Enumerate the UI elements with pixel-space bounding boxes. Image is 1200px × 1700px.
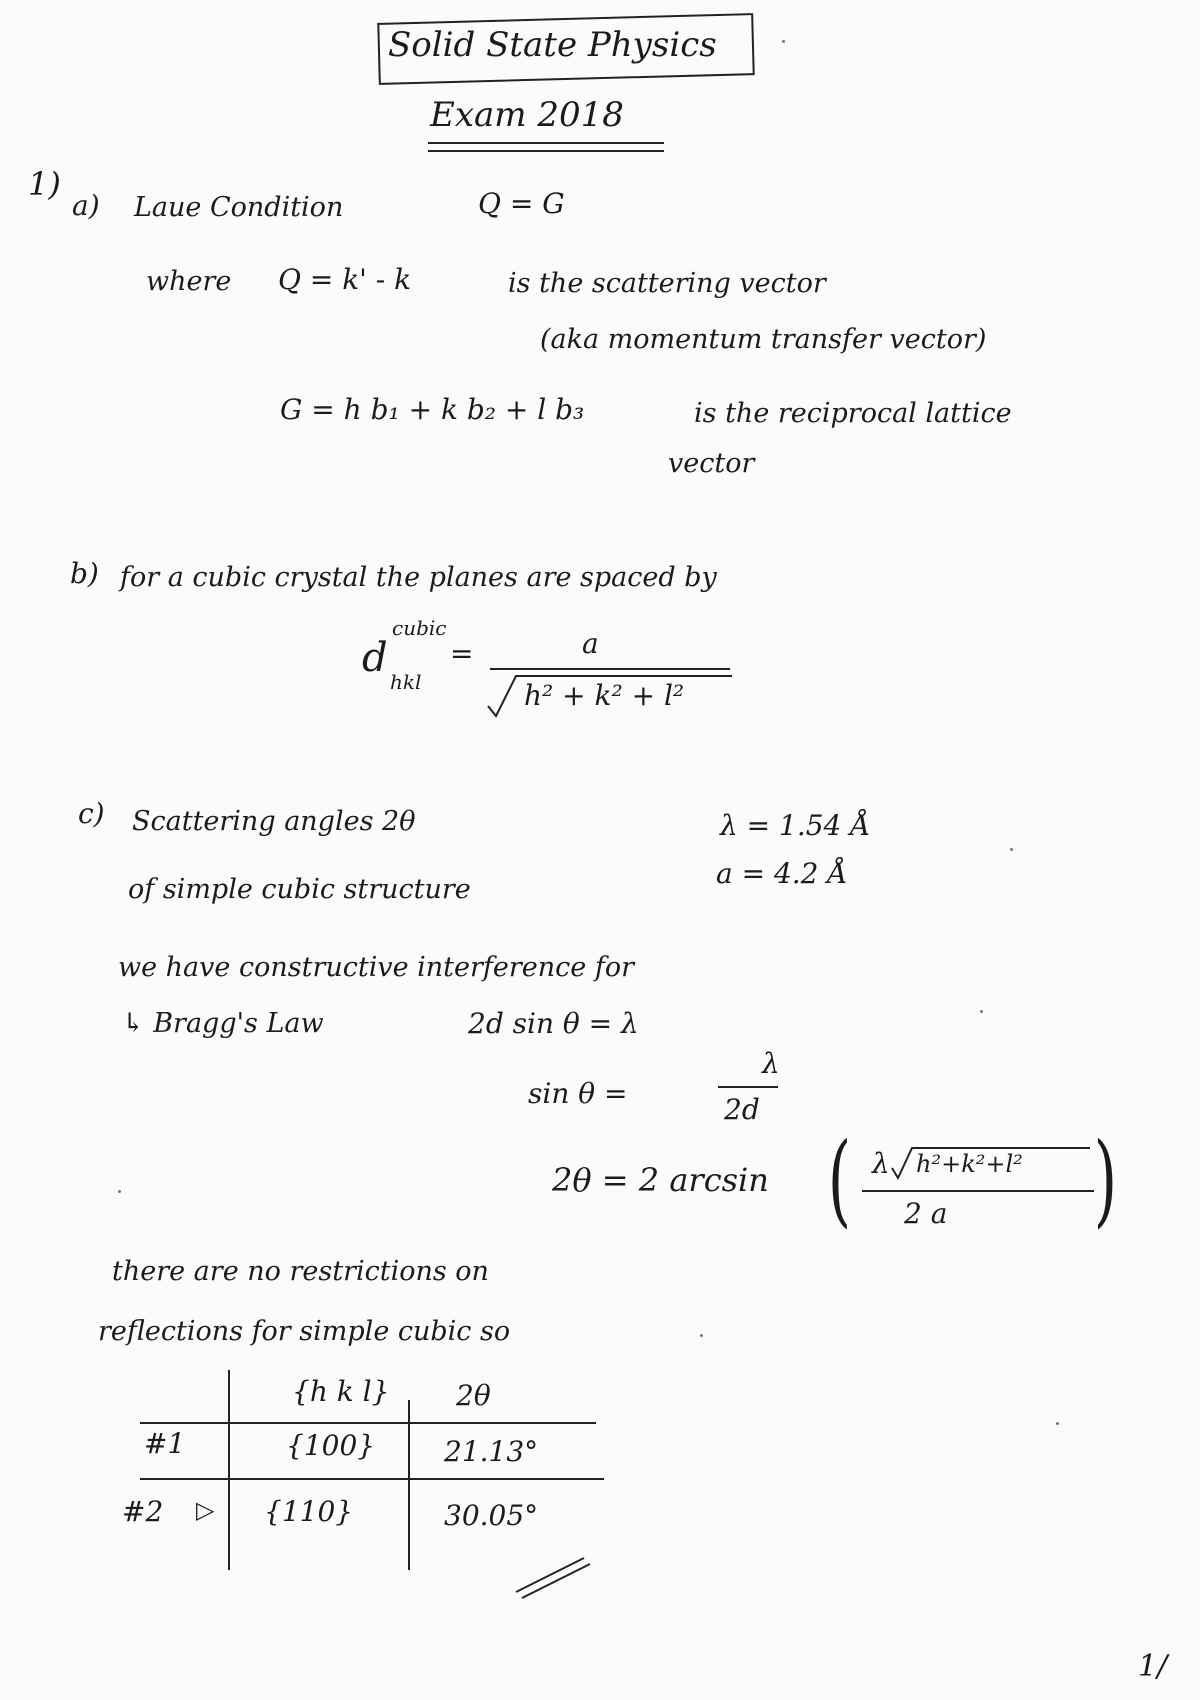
scan-speck bbox=[118, 1190, 121, 1193]
scan-speck bbox=[980, 1010, 983, 1013]
reciprocal-vector-equation: G = h b₁ + k b₂ + l b₃ bbox=[280, 393, 585, 426]
arcsin-denominator: 2 a bbox=[904, 1197, 948, 1230]
lambda-value: λ = 1.54 Å bbox=[720, 809, 871, 842]
scattering-vector-equation: Q = k' - k bbox=[278, 263, 412, 296]
d-superscript: cubic bbox=[392, 616, 447, 640]
laue-heading: Laue Condition bbox=[134, 192, 344, 223]
part-b-label: b) bbox=[70, 557, 99, 590]
spacing-fraction-line bbox=[490, 668, 730, 670]
no-restrictions-line: there are no restrictions on bbox=[112, 1256, 489, 1287]
sin-fraction-line bbox=[718, 1086, 778, 1088]
sin-theta-denominator: 2d bbox=[724, 1093, 760, 1126]
scan-speck bbox=[700, 1334, 703, 1337]
table-left-divider bbox=[228, 1370, 230, 1570]
constructive-interference-text: we have constructive interference for bbox=[118, 952, 635, 983]
where-word: where bbox=[146, 266, 232, 297]
table-header-hkl: {h k l} bbox=[292, 1375, 390, 1408]
table-row-1-hkl: {100} bbox=[286, 1429, 376, 1462]
momentum-transfer-note: (aka momentum transfer vector) bbox=[540, 324, 987, 355]
d-symbol: d bbox=[362, 635, 388, 681]
table-row-2-label: #2 bbox=[122, 1495, 164, 1528]
page-number: 1/ bbox=[1138, 1649, 1168, 1684]
table-row-1-angle: 21.13° bbox=[444, 1435, 539, 1468]
lattice-constant-value: a = 4.2 Å bbox=[716, 857, 848, 890]
page-subtitle: Exam 2018 bbox=[430, 95, 624, 135]
reciprocal-vector-description-cont: vector bbox=[668, 448, 755, 479]
scan-speck bbox=[782, 40, 785, 43]
two-theta-lhs: 2θ = 2 arcsin bbox=[552, 1161, 769, 1199]
reflections-line: reflections for simple cubic so bbox=[98, 1316, 511, 1347]
sin-theta-numerator: λ bbox=[762, 1047, 780, 1080]
table-row-1-label: #1 bbox=[144, 1427, 186, 1460]
laue-condition: Q = G bbox=[478, 187, 565, 220]
table-row-2-arrow: ▷ bbox=[196, 1496, 215, 1524]
table-row-rule bbox=[140, 1478, 604, 1480]
table-header-rule bbox=[140, 1422, 596, 1424]
equals-sign-b: = bbox=[450, 637, 474, 670]
cubic-spacing-text: for a cubic crystal the planes are spaced by bbox=[120, 562, 717, 593]
scattering-vector-description: is the scattering vector bbox=[508, 268, 826, 299]
sin-theta-lhs: sin θ = bbox=[528, 1077, 628, 1110]
subtitle-underline-2 bbox=[428, 150, 664, 152]
page-title: Solid State Physics bbox=[388, 25, 717, 65]
right-paren: ) bbox=[1093, 1121, 1118, 1238]
table-header-angle: 2θ bbox=[456, 1379, 491, 1412]
table-row-2-hkl: {110} bbox=[264, 1495, 354, 1528]
final-answer-mark bbox=[512, 1550, 592, 1600]
arcsin-lambda: λ bbox=[872, 1147, 890, 1180]
bragg-equation: 2d sin θ = λ bbox=[468, 1007, 639, 1040]
simple-cubic-line: of simple cubic structure bbox=[128, 874, 471, 905]
bragg-label: ↳ Bragg's Law bbox=[122, 1008, 324, 1039]
part-c-label: c) bbox=[78, 797, 105, 830]
table-row-2-angle: 30.05° bbox=[444, 1499, 539, 1532]
d-subscript: hkl bbox=[390, 670, 422, 694]
arcsin-fraction-line bbox=[862, 1190, 1094, 1192]
subtitle-underline-1 bbox=[428, 142, 664, 144]
question-number: 1) bbox=[28, 165, 61, 203]
left-paren: ( bbox=[827, 1121, 852, 1238]
reciprocal-vector-description: is the reciprocal lattice bbox=[694, 398, 1012, 429]
spacing-denominator: h² + k² + l² bbox=[524, 679, 685, 712]
scan-speck bbox=[1010, 848, 1013, 851]
spacing-numerator: a bbox=[582, 627, 599, 660]
scattering-angles-line: Scattering angles 2θ bbox=[132, 806, 416, 837]
table-middle-divider bbox=[408, 1400, 410, 1570]
arcsin-root: h²+k²+l² bbox=[916, 1150, 1023, 1178]
part-a-label: a) bbox=[72, 189, 100, 222]
scan-speck bbox=[1056, 1422, 1059, 1425]
